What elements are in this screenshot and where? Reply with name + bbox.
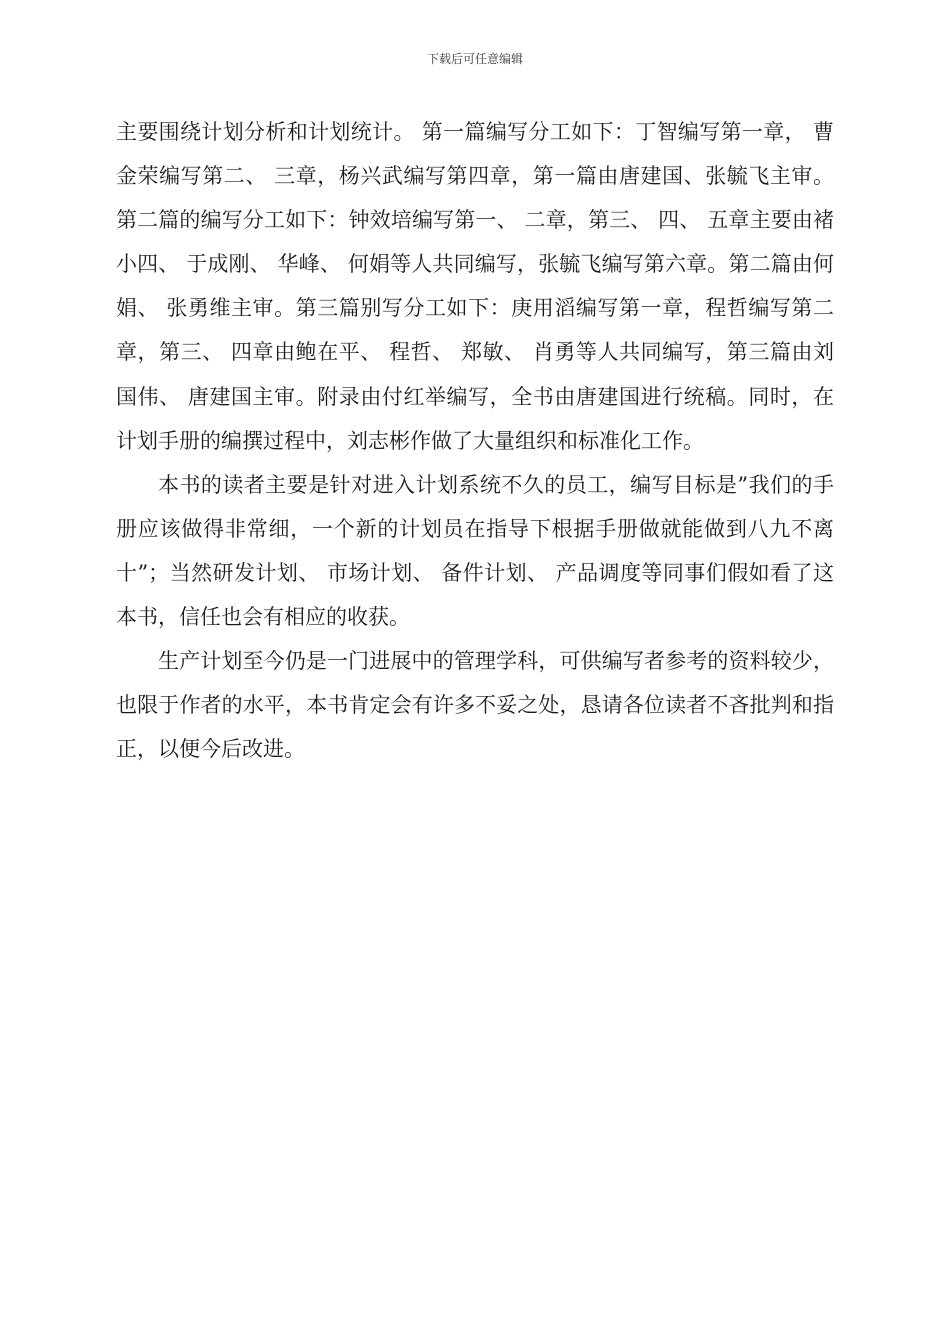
paragraph-3: 生产计划至今仍是一门进展中的管理学科，可供编写者参考的资料较少，也限于作者的水平，本书肯定会有许多不妥之处，恳请各位读者不吝批判和指正，以便今后改进。 [116, 649, 834, 762]
paragraph-2: 本书的读者主要是针对进入计划系统不久的员工，编写目标是”我们的手册应该做得非常细，一个新的计划员在指导下根据手册做就能做到八九不离十”；当然研发计划、 市场计划、 备件计划、 产品调度等同事们假如看了这本书，信任也会有相应的收获。 [116, 472, 834, 630]
page-header: 下载后可任意编辑 [426, 52, 523, 66]
document-body [116, 110, 834, 771]
paragraph-1: 主要围绕计划分析和计划统计。 第一篇编写分工如下：丁智编写第一章， 曹金荣编写第二、 三章，杨兴武编写第四章，第一篇由唐建国、张毓飞主审。第二篇的编写分工如下：钟效培编写第一、 二章，第三、 四、 五章主要由褚小四、 于成刚、 华峰、 何娟等人共同编写，张毓飞编写第六章。第二篇由何娟、 张勇维主审。第三篇别写分工如下：庚用滔编写第一章，程哲编写第二章，第三、 四章由鲍在平、 程哲、 郑敏、 肖勇等人共同编写，第三篇由刘国伟、 唐建国主审。附录由付红举编写，全书由唐建国进行统稿。同时，在计划手册的编撰过程中，刘志彬作做了大量组织和标准化工作。 [116, 120, 834, 453]
